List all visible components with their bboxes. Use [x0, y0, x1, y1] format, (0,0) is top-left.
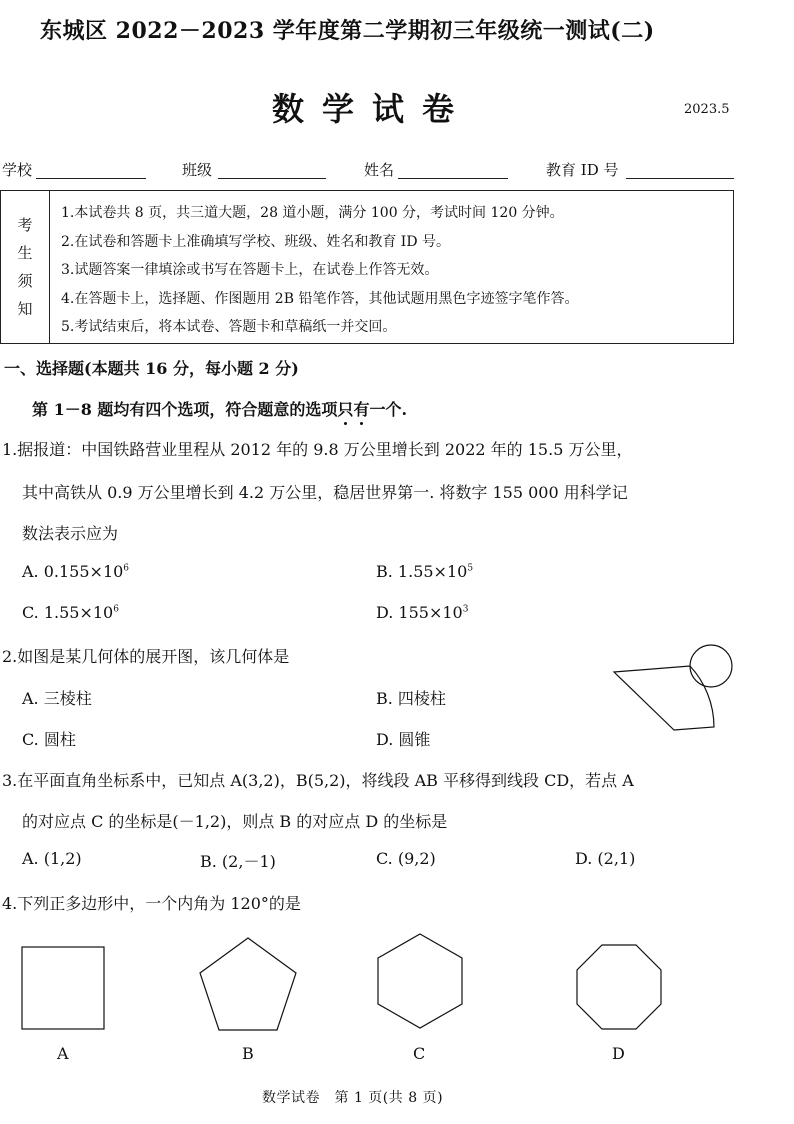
- q3-stem-line: 的对应点 C 的坐标是(－1,2)，则点 B 的对应点 D 的坐标是: [22, 812, 448, 831]
- class-field-line[interactable]: [218, 178, 326, 179]
- edu-id-field-label: 教育 ID 号: [546, 161, 619, 179]
- class-field-label: 班级: [182, 161, 213, 179]
- notice-item: 5.考试结束后，将本试卷、答题卡和草稿纸一并交回。: [61, 319, 397, 335]
- section-title: 一、选择题(本题共 16 分，每小题 2 分): [4, 359, 299, 378]
- school-field-label: 学校: [2, 161, 33, 179]
- name-field-label: 姓名: [364, 161, 395, 179]
- notice-item: 1.本试卷共 8 页，共三道大题，28 道小题，满分 100 分，考试时间 120 分钟。: [61, 205, 564, 221]
- q3-option-b[interactable]: B. (2,－1): [200, 852, 276, 871]
- notice-side-label: [1, 191, 50, 343]
- q4-figure-label-d: D: [612, 1044, 625, 1063]
- q2-option-d[interactable]: D. 圆锥: [376, 730, 431, 749]
- q2-option-b[interactable]: B. 四棱柱: [376, 689, 446, 708]
- notice-side-char: 生: [17, 244, 33, 262]
- q1-stem-line: 其中高铁从 0.9 万公里增长到 4.2 万公里，稳居世界第一. 将数字 155 000 用科学记: [22, 483, 628, 502]
- notice-items: [61, 199, 578, 342]
- instruction-prefix: 第 1－8 题均有四个选项，符合题意的选项: [32, 400, 338, 419]
- notice-side-char: 知: [17, 300, 33, 318]
- notice-side-char: 考: [17, 216, 33, 234]
- q1-stem-line: 1.据报道：中国铁路营业里程从 2012 年的 9.8 万公里增长到 2022 年的 15.5 万公里，: [2, 440, 633, 459]
- notice-item: 3.试题答案一律填涂或书写在答题卡上，在试卷上作答无效。: [61, 262, 439, 278]
- hexagon-figure[interactable]: [376, 932, 464, 1030]
- q1-option-b[interactable]: B. $1.55\times 10^5$: [376, 562, 474, 581]
- notice-item: 2.在试卷和答题卡上准确填写学校、班级、姓名和教育 ID 号。: [61, 233, 451, 250]
- instruction-suffix: 一个.: [369, 400, 408, 419]
- q4-stem: 4.下列正多边形中，一个内角为 120°的是: [2, 894, 301, 913]
- name-field-line[interactable]: [398, 178, 508, 179]
- instruction-emphasis: 只: [337, 400, 354, 419]
- page-footer: 数学试卷 第 1 页(共 8 页): [262, 1090, 444, 1106]
- exam-date: 2023.5: [684, 102, 730, 117]
- cone-net-sector: [614, 666, 714, 730]
- q1-option-a[interactable]: A. $0.155\times 10^6$: [22, 562, 130, 581]
- exam-notice-box: [0, 190, 734, 344]
- cone-net-base-circle: [690, 645, 732, 687]
- q1-stem-line: 数法表示应为: [22, 524, 119, 543]
- notice-side-char: 须: [17, 272, 33, 290]
- octagon-figure[interactable]: [575, 943, 663, 1031]
- cone-net-figure: [610, 640, 740, 740]
- pentagon-figure[interactable]: [198, 936, 298, 1032]
- q3-option-c[interactable]: C. (9,2): [376, 849, 436, 868]
- exam-header-title: 东城区 2022－2023 学年度第二学期初三年级统一测试(二): [40, 18, 655, 44]
- q4-figure-label-c: C: [413, 1044, 426, 1063]
- q3-option-d[interactable]: D. (2,1): [575, 849, 636, 868]
- q2-stem: 2.如图是某几何体的展开图，该几何体是: [2, 647, 290, 666]
- q1-option-d[interactable]: D. $155\times 10^3$: [376, 603, 469, 622]
- q2-option-c[interactable]: C. 圆柱: [22, 730, 76, 749]
- q1-option-c[interactable]: C. $1.55\times 10^6$: [22, 603, 119, 622]
- q3-stem-line: 3.在平面直角坐标系中，已知点 A(3,2)，B(5,2)，将线段 AB 平移得到线段 CD，若点 A: [2, 771, 634, 790]
- paper-title: 数学试卷: [272, 90, 473, 128]
- edu-id-field-line[interactable]: [626, 178, 734, 179]
- school-field-line[interactable]: [36, 178, 146, 179]
- q4-figure-label-a: A: [57, 1044, 69, 1063]
- notice-item: 4.在答题卡上，选择题、作图题用 2B 铅笔作答，其他试题用黑色字迹签字笔作答。: [61, 290, 579, 307]
- q2-option-a[interactable]: A. 三棱柱: [22, 689, 92, 708]
- instruction-emphasis: 有: [353, 400, 370, 419]
- q4-figure-label-b: B: [242, 1044, 254, 1063]
- square-figure[interactable]: [20, 945, 106, 1031]
- section-instruction: [32, 397, 407, 420]
- q3-option-a[interactable]: A. (1,2): [22, 849, 82, 868]
